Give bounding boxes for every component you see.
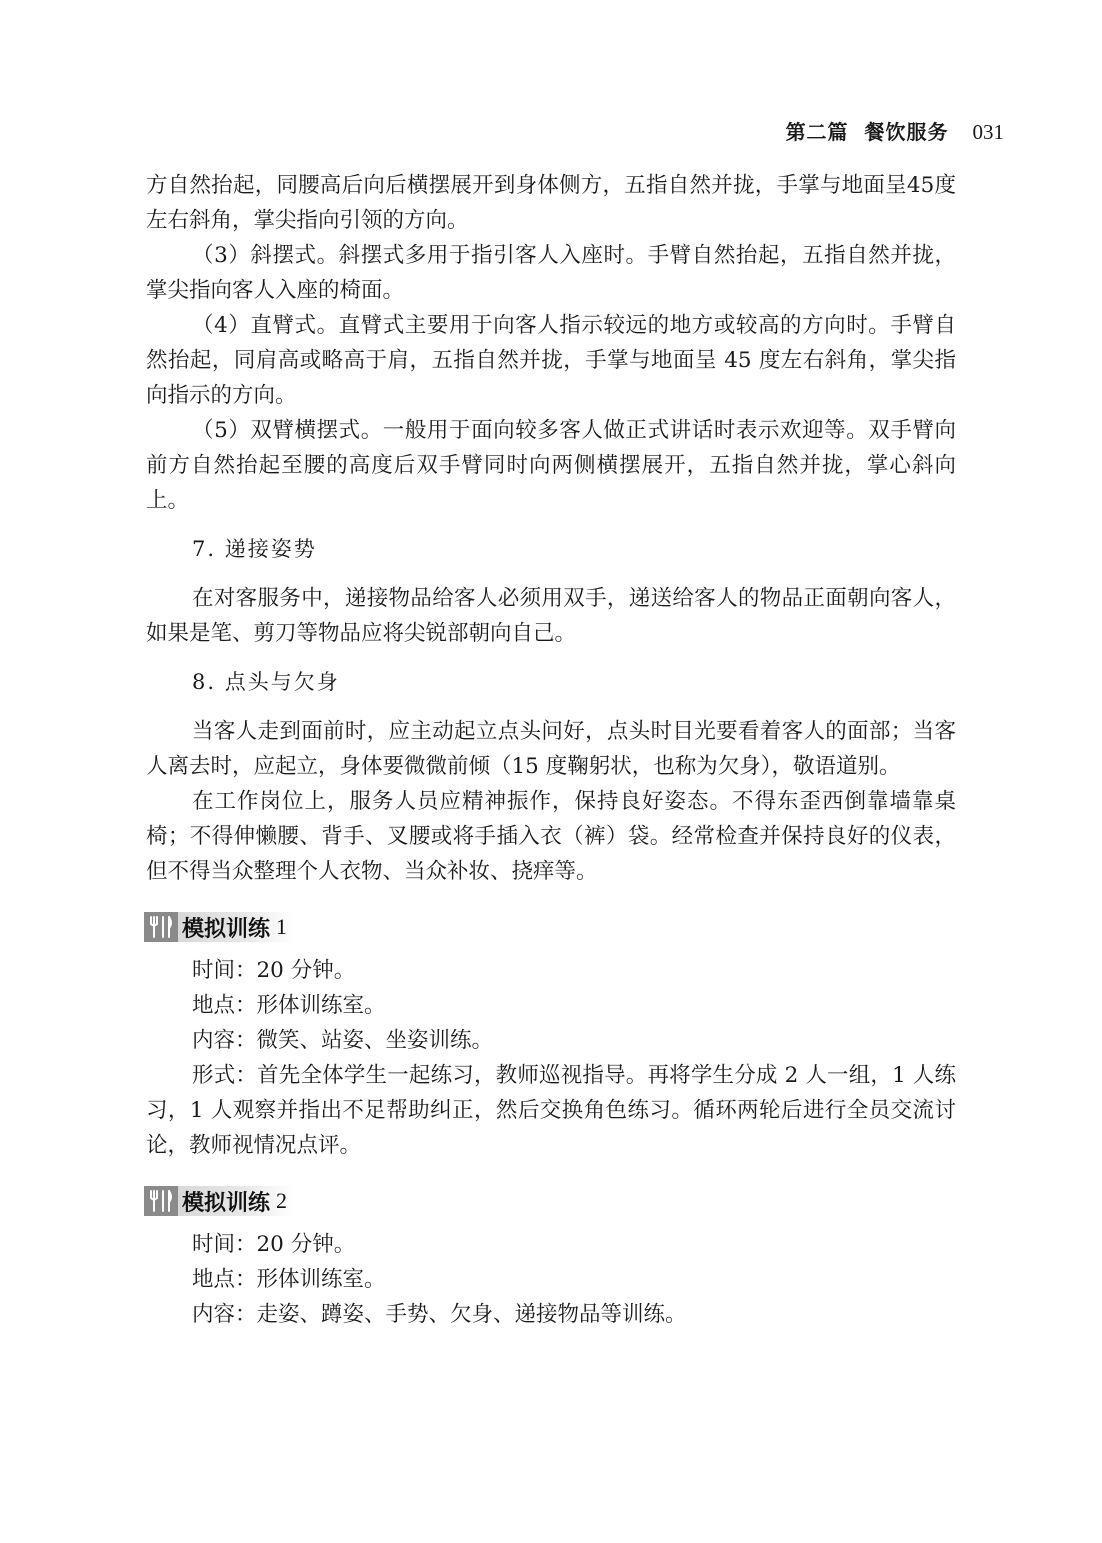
- paragraph-posture: 在工作岗位上，服务人员应精神振作，保持良好姿态。不得东歪西倒靠墙靠桌椅；不得伸懒腰、背手、叉腰或将手插入衣（裤）袋。经常检查并保持良好的仪表，但不得当众整理个人衣物、当众补妆、挠痒等。: [146, 789, 956, 884]
- training1-form: 形式：首先全体学生一起练习，教师巡视指导。再将学生分成 2 人一组，1 人练习，1 人观察并指出不足帮助纠正，然后交换角色练习。循环两轮后进行全员交流讨论，教师视情况点评。: [146, 1063, 956, 1158]
- training2-place: 地点：形体训练室。: [192, 1267, 386, 1292]
- training2-content: 内容：走姿、蹲姿、手势、欠身、递接物品等训练。: [192, 1302, 687, 1327]
- training-title-text: 模拟训练: [182, 916, 271, 942]
- page-body: [146, 168, 956, 1332]
- training-heading-1: [144, 911, 956, 943]
- paragraph-nod-bow: 当客人走到面前时，应主动起立点头问好，点头时目光要看着客人的面部；当客人离去时，应起立，身体要微微前倾（15 度鞠躬状，也称为欠身），敬语道别。: [146, 719, 956, 779]
- running-header: [786, 116, 1004, 145]
- training1-content: 内容：微笑、站姿、坐姿训练。: [192, 1028, 494, 1053]
- paragraph-oblique-swing: （3）斜摆式。斜摆式多用于指引客人入座时。手臂自然抬起，五指自然并拢，掌尖指向客人入座的椅面。: [146, 243, 956, 303]
- section-heading-handover: 7. 递接姿势: [192, 537, 317, 561]
- training-title-2: [178, 1186, 293, 1216]
- training1-place: 地点：形体训练室。: [192, 993, 386, 1018]
- paragraph-handover: 在对客服务中，递接物品给客人必须用双手，递送给客人的物品正面朝向客人，如果是笔、剪刀等物品应将尖锐部朝向自己。: [146, 586, 956, 646]
- paragraph-continuation: 方自然抬起，同腰高后向后横摆展开到身体侧方，五指自然并拢，手掌与地面呈45度左右斜角，掌尖指向引领的方向。: [146, 173, 956, 233]
- header-part-label: 第二篇: [785, 120, 849, 144]
- page-number: 031: [972, 120, 1004, 144]
- utensils-icon: [144, 1186, 178, 1216]
- header-part: [786, 116, 949, 145]
- training1-time: 时间：20 分钟。: [192, 958, 356, 983]
- training-title-1: [178, 912, 293, 942]
- utensils-icon: [144, 912, 178, 942]
- section-heading-nod-bow: 8. 点头与欠身: [192, 670, 340, 694]
- paragraph-double-arm: （5）双臂横摆式。一般用于面向较多客人做正式讲话时表示欢迎等。双手臂向前方自然抬起至腰的高度后双手臂同时向两侧横摆展开，五指自然并拢，掌心斜向上。: [146, 418, 956, 513]
- training-title-text: 模拟训练: [182, 1190, 271, 1216]
- training-number: 2: [276, 1188, 288, 1213]
- header-chapter-label: 餐饮服务: [864, 120, 949, 144]
- training-heading-2: [144, 1185, 956, 1217]
- training-number: 1: [276, 914, 288, 939]
- training2-time: 时间：20 分钟。: [192, 1232, 356, 1257]
- paragraph-straight-arm: （4）直臂式。直臂式主要用于向客人指示较远的地方或较高的方向时。手臂自然抬起，同肩高或略高于肩，五指自然并拢，手掌与地面呈 45 度左右斜角，掌尖指向指示的方向。: [146, 313, 956, 408]
